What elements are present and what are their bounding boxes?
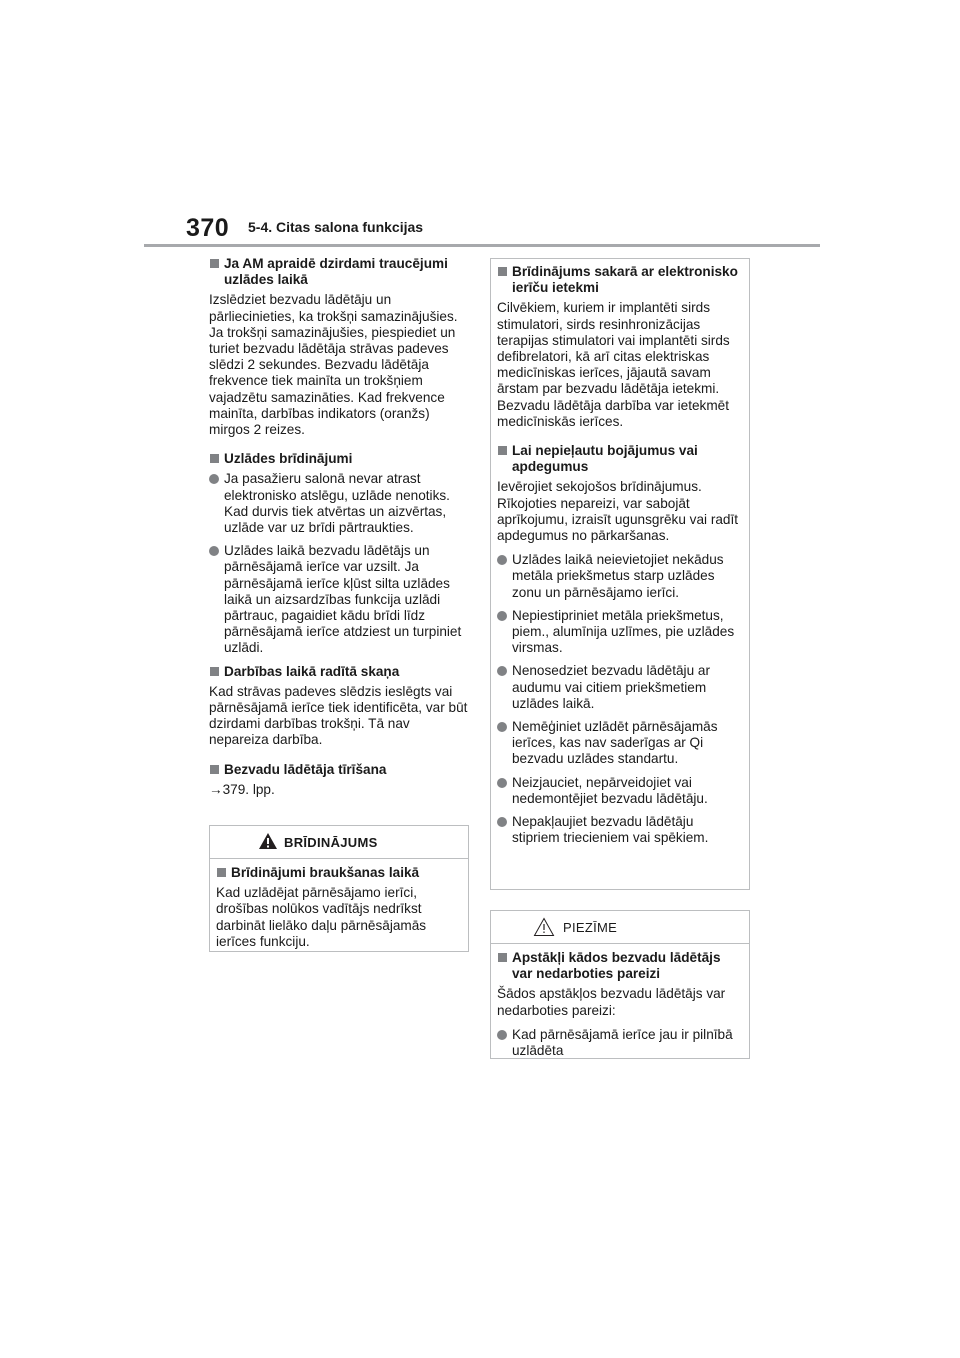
heading-operation-sound: Darbības laikā radītā skaņa xyxy=(209,664,471,680)
section-title: 5-4. Citas salona funkcijas xyxy=(248,219,424,235)
header-rule xyxy=(144,244,820,247)
paragraph-driving-warnings: Kad uzlādējat pārnēsājamo ierīci, drošības nolūkos vadītājs nedrīkst darbināt lielāko daļu pārnēsājamās ierīces funkciju. xyxy=(216,885,427,949)
page-number: 370 xyxy=(186,214,230,242)
paragraph-malfunction-conditions: Šādos apstākļos bezvadu lādētājs var nedarboties pareizi: xyxy=(497,986,726,1018)
page-header xyxy=(186,214,818,248)
paragraph-damage-burns: Ievērojiet sekojošos brīdinājumus. Rīkojoties nepareizi, var sabojāt aprīkojumu, izraisīt ugunsgrēku vai radīt apdegumus no pārkaršanas. xyxy=(497,479,739,544)
heading-cleaning: Bezvadu lādētāja tīrīšana xyxy=(209,762,471,778)
left-column xyxy=(209,256,471,806)
list-item: Neizjauciet, nepārveidojiet vai nedemontējiet bezvadu lādētāju. xyxy=(497,775,741,807)
heading-charging-warnings: Uzlādes brīdinājumi xyxy=(209,451,471,467)
note-box-header xyxy=(491,911,749,944)
heading-medical-devices: Brīdinājums sakarā ar elektronisko ierīču ietekmi xyxy=(497,264,741,296)
list-item: Nepakļaujiet bezvadu lādētāju stipriem triecieniem vai spēkiem. xyxy=(497,814,741,846)
paragraph-operation-sound: Kad strāvas padeves slēdzis ieslēgts vai pārnēsājamā ierīce tiek identificēta, var būt dzirdami darbības trokšņi. Tā nav nepareiza darbība. xyxy=(209,683,468,748)
note-label: PIEZĪME xyxy=(563,920,618,935)
warning-box-continued xyxy=(490,258,750,890)
warning-box-header xyxy=(210,826,468,859)
note-box xyxy=(490,910,750,1059)
page-reference-link[interactable]: →379. lpp. xyxy=(209,781,275,797)
paragraph-medical-devices: Cilvēkiem, kuriem ir implantēti sirds stimulatori, sirds resinhronizācijas terapijas stimulatori vai implantēti sirds defibrelatori, kā arī citas elektriskas medicīniskas ierīces, jājautā savam ārstam par bezvadu lādētāja ietekmi. xyxy=(497,300,730,397)
list-item: Nemēģiniet uzlādēt pārnēsājamās ierīces, kas nav saderīgas ar Qi bezvadu uzlādes standartu. xyxy=(497,719,741,768)
list-item: Uzlādes laikā neievietojiet nekādus metāla priekšmetus starp uzlādes zonu un pārnēsājamo ierīci. xyxy=(497,552,741,601)
note-triangle-icon xyxy=(533,917,555,937)
list-item: Nenosedziet bezvadu lādētāju ar audumu vai citiem priekšmetiem uzlādes laikā. xyxy=(497,663,741,712)
bullet-device-heat: Uzlādes laikā bezvadu lādētājs un pārnēsājamā ierīce var uzsilt. Ja pārnēsājamā ierīce kļūst silta uzlādes laikā un aizsardzības funkcija uzlādi pārtrauc, pagaidiet kādu brīdi līdz pārnēsājamā ierīce atdziest un turpiniet uzlādi. xyxy=(209,543,471,656)
list-item: Kad pārnēsājamā ierīce jau ir pilnībā uzlādēta xyxy=(497,1027,741,1059)
warning-triangle-icon xyxy=(258,832,278,850)
heading-damage-burns: Lai nepieļautu bojājumus vai apdegumus xyxy=(497,443,741,475)
warning-label: BRĪDINĀJUMS xyxy=(284,835,378,850)
heading-malfunction-conditions: Apstākļi kādos bezvadu lādētājs var nedarboties pareizi xyxy=(497,950,741,982)
bullet-electronic-key: Ja pasažieru salonā nevar atrast elektronisko atslēgu, uzlāde nenotiks. Kad durvis tiek atvērtas un aizvērtas, uzlāde var uz brīdi pārtraukties. xyxy=(209,471,471,536)
heading-am-noise: Ja AM apraidē dzirdami traucējumi uzlādes laikā xyxy=(209,256,471,288)
warning-box xyxy=(209,825,469,952)
paragraph-medical-effect: Bezvadu lādētāja darbība var ietekmēt medicīniskās ierīces. xyxy=(497,397,729,429)
paragraph-am-noise: Izslēdziet bezvadu lādētāju un pārliecinieties, ka trokšņi samazinājušies. Ja trokšņi samazinājušies, piespiediet un turiet bezvadu lādētāja strāvas padeves slēdzi 2 sekundes. Bezvadu lādētāja frekvence tiek mainīta un trokšņiem vajadzētu samazināties. Kad frekvence mainīta, darbības indikators (oranžs) mirgos 2 reizes. xyxy=(209,292,458,438)
heading-driving-warnings: Brīdinājumi braukšanas laikā xyxy=(216,865,460,881)
list-item: Nepiestipriniet metāla priekšmetus, piem., alumīnija uzlīmes, pie uzlādes virsmas. xyxy=(497,608,741,657)
